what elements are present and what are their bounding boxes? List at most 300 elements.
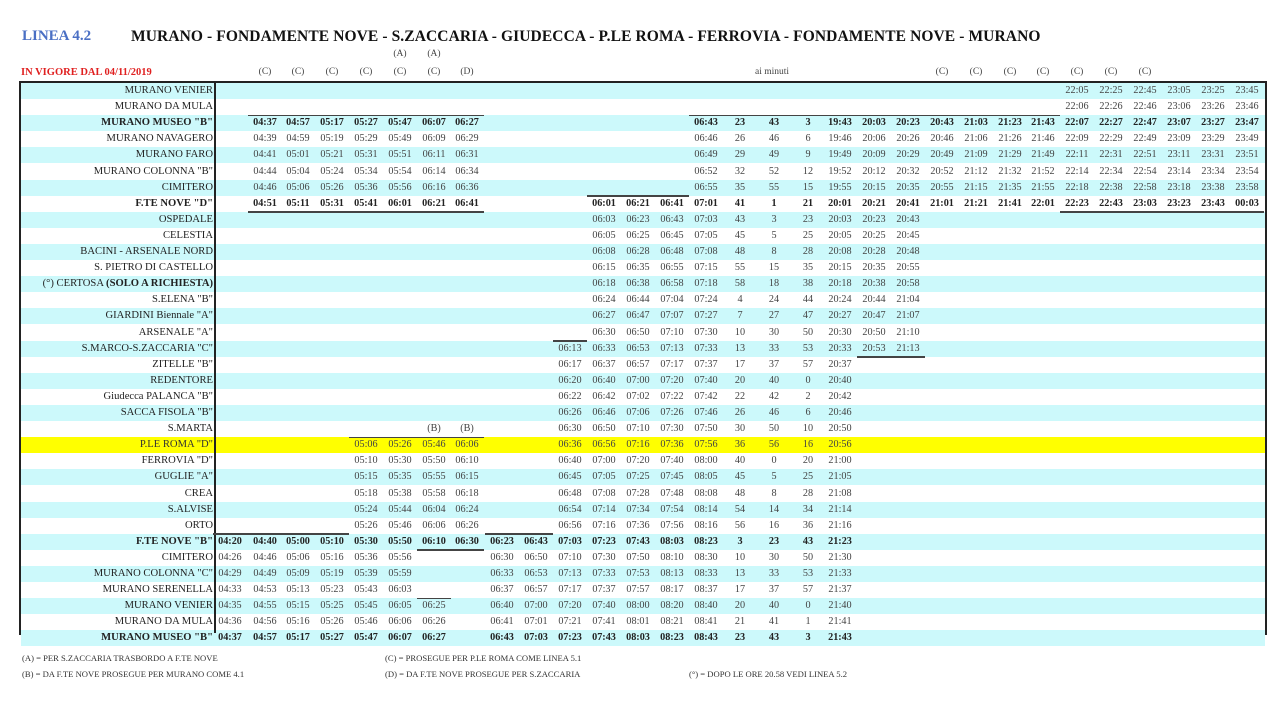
departure-time: 06:10: [422, 535, 446, 547]
departure-time: 3: [771, 213, 777, 225]
departure-time: 23:31: [1201, 149, 1225, 161]
departure-time: 19:49: [828, 149, 852, 161]
departure-time: 06:40: [592, 374, 616, 386]
departure-time: 38: [802, 278, 814, 290]
departure-time: 04:46: [253, 181, 277, 193]
ai-minuti-label: ai minuti: [754, 67, 790, 77]
departure-time: 07:03: [558, 535, 582, 547]
departure-time: 40: [734, 455, 746, 467]
departure-time: 04:40: [253, 535, 277, 547]
departure-time: 20:49: [930, 149, 954, 161]
departure-time: 56: [768, 439, 780, 451]
departure-time: 21:09: [964, 149, 988, 161]
departure-time: 53: [802, 568, 814, 579]
departure-time: 21:21: [964, 197, 988, 209]
departure-time: 06:28: [626, 246, 650, 257]
departure-time: 58: [734, 278, 746, 290]
departure-time: 21:07: [896, 310, 920, 322]
departure-time: 21:49: [1031, 149, 1055, 161]
departure-time: 05:16: [286, 616, 310, 628]
departure-time: 22:01: [1031, 197, 1055, 209]
departure-time: 16: [768, 519, 780, 531]
departure-time: 22:51: [1133, 149, 1157, 161]
timetable-row: [21, 550, 1265, 566]
departure-time: 22:14: [1065, 165, 1089, 177]
departure-time: 07:24: [694, 294, 718, 306]
departure-time: 20:50: [828, 423, 852, 435]
departure-time: 20:23: [862, 213, 886, 225]
departure-time: 21:41: [998, 197, 1022, 209]
departure-time: 05:17: [286, 632, 310, 644]
departure-time: 55: [734, 262, 746, 274]
departure-time: 43: [768, 117, 780, 129]
timetable-row: [21, 469, 1265, 485]
departure-time: 06:36: [558, 439, 582, 451]
departure-time: 05:01: [286, 149, 310, 161]
departure-time: 07:43: [626, 535, 650, 547]
departure-time: 05:50: [422, 455, 446, 467]
departure-time: 3: [805, 632, 811, 644]
timetable-row: [21, 453, 1265, 469]
departure-time: 05:06: [286, 181, 310, 193]
departure-time: 46: [768, 407, 780, 418]
departure-time: 06:21: [626, 197, 650, 209]
departure-time: 54: [734, 503, 746, 515]
departure-time: 05:10: [320, 535, 344, 547]
legend-a: (A) = PER S.ZACCARIA TRASBORDO A F.TE NOVE: [22, 653, 218, 663]
stop-name-text: S.MARTA: [167, 423, 213, 435]
departure-time: 12: [802, 165, 814, 177]
departure-time: 22:38: [1099, 181, 1123, 193]
departure-time: 08:23: [660, 632, 684, 644]
departure-time: 05:30: [354, 535, 378, 547]
departure-time: 06:03: [388, 584, 412, 596]
departure-time: 30: [768, 326, 780, 338]
stop-name-text: F.TE NOVE "B": [135, 535, 213, 547]
departure-time: 06:07: [422, 117, 446, 129]
departure-time: 07:40: [694, 374, 718, 386]
stop-name-text: ZITELLE "B": [152, 358, 213, 370]
departure-time: 06:57: [626, 358, 650, 370]
departure-time: 07:50: [694, 423, 718, 435]
departure-time: 23:11: [1167, 149, 1191, 161]
stop-column-divider: [214, 83, 216, 633]
stop-name-text: MURANO DA MULA: [114, 101, 213, 113]
timetable-row: [21, 357, 1265, 373]
column-note: (C): [325, 67, 339, 77]
departure-time: 06:38: [626, 278, 650, 290]
departure-time: 41: [768, 616, 780, 628]
line-title: LINEA 4.2: [22, 28, 92, 44]
timetable-row: [21, 534, 1265, 550]
departure-time: 07:54: [660, 503, 684, 515]
departure-time: 05:56: [388, 181, 412, 193]
departure-time: 04:46: [253, 551, 277, 563]
trip-separator: [485, 533, 553, 535]
departure-time: 49: [768, 149, 780, 161]
departure-time: 20:26: [896, 133, 920, 145]
departure-time: 05:27: [320, 632, 344, 644]
departure-time: 05:19: [320, 568, 344, 579]
departure-time: 20:29: [896, 149, 920, 161]
departure-time: 04:51: [253, 197, 277, 209]
departure-time: 07:17: [558, 584, 582, 596]
departure-time: 43: [768, 632, 780, 644]
departure-time: 48: [734, 487, 746, 499]
departure-time: 20:32: [896, 165, 920, 177]
stop-name-text: MURANO COLONNA "B": [93, 165, 213, 177]
departure-time: 20:35: [862, 262, 886, 274]
departure-time: 06:41: [660, 197, 684, 209]
departure-time: 06:48: [660, 246, 684, 257]
departure-time: 06:15: [455, 471, 479, 483]
departure-time: 05:26: [320, 616, 344, 628]
stop-name: [21, 308, 213, 324]
departure-time: 22:05: [1065, 85, 1089, 96]
departure-time: 43: [734, 213, 746, 225]
timetable-row: [21, 180, 1265, 196]
stop-name-text: P.LE ROMA "D": [139, 439, 213, 451]
departure-time: 22:31: [1099, 149, 1123, 161]
departure-time: 2: [805, 390, 811, 402]
departure-time: 06:20: [558, 374, 582, 386]
timetable-row: [21, 325, 1265, 341]
departure-time: 07:00: [524, 600, 548, 612]
departure-time: 33: [768, 342, 780, 354]
departure-time: 05:43: [354, 584, 378, 596]
departure-time: 08:00: [626, 600, 650, 612]
departure-time: 22:26: [1099, 101, 1123, 113]
departure-time: 23:54: [1235, 165, 1259, 177]
departure-time: 23:25: [1201, 85, 1225, 96]
departure-time: 13: [734, 342, 746, 354]
departure-time: 07:37: [694, 358, 718, 370]
departure-time: 07:37: [592, 584, 616, 596]
departure-time: 05:10: [354, 455, 378, 467]
stop-name: [21, 180, 213, 196]
column-note: (C): [359, 67, 373, 77]
timetable-row: [21, 228, 1265, 244]
departure-time: 04:53: [253, 584, 277, 596]
departure-time: 04:33: [218, 584, 242, 596]
departure-time: 07:57: [626, 584, 650, 596]
timetable-row: [21, 196, 1265, 212]
stop-name-text: S. PIETRO DI CASTELLO: [94, 262, 213, 274]
stop-name-text: (°) CERTOSA: [42, 278, 107, 290]
departure-time: 23:09: [1167, 133, 1191, 145]
departure-time: 05:26: [354, 519, 378, 531]
departure-time: 06:33: [490, 568, 514, 579]
departure-time: 22:07: [1065, 117, 1089, 129]
stop-name-text: GIARDINI Biennale "A": [105, 310, 213, 322]
timetable-row: [21, 614, 1265, 630]
departure-time: 05:30: [388, 455, 412, 467]
stop-name: [21, 244, 213, 260]
departure-time: 07:16: [626, 439, 650, 451]
departure-time: 07:53: [626, 568, 650, 579]
departure-time: 06:35: [626, 262, 650, 274]
departure-time: 23:18: [1167, 181, 1191, 193]
departure-time: 06:48: [558, 487, 582, 499]
departure-time: 21:06: [964, 133, 988, 145]
departure-time: 20:35: [896, 181, 920, 193]
departure-time: 05:51: [388, 149, 412, 161]
departure-time: 26: [734, 133, 746, 145]
departure-time: 06:49: [694, 149, 718, 161]
departure-time: 06:55: [660, 262, 684, 274]
departure-time: 21:05: [828, 471, 852, 483]
departure-time: 07:13: [660, 342, 684, 354]
stop-name-text: F.TE NOVE "D": [135, 197, 213, 209]
departure-time: 44: [802, 294, 814, 306]
departure-time: 21:23: [828, 535, 852, 547]
trip-separator: [248, 115, 484, 117]
column-note: (C): [1003, 67, 1017, 77]
trip-separator: [857, 356, 925, 358]
departure-time: 06:26: [558, 407, 582, 418]
departure-time: 7: [737, 310, 743, 322]
departure-time: 19:43: [828, 117, 852, 129]
stop-name: [21, 147, 213, 163]
departure-time: 20:03: [828, 213, 852, 225]
departure-time: 06:13: [558, 342, 582, 354]
departure-time: 22:27: [1099, 117, 1123, 129]
departure-time: 06:06: [422, 519, 446, 531]
departure-time: 05:06: [354, 439, 378, 451]
stop-name-text: Giudecca PALANCA "B": [103, 390, 213, 402]
departure-time: 20:12: [862, 165, 886, 177]
trip-separator: [417, 598, 451, 600]
departure-time: 07:27: [694, 310, 718, 322]
departure-time: 07:56: [694, 439, 718, 451]
departure-time: 21:00: [828, 455, 852, 467]
departure-time: 06:27: [422, 632, 446, 644]
departure-time: 07:25: [626, 471, 650, 483]
departure-time: 21: [734, 616, 746, 628]
departure-time: 06:25: [422, 600, 446, 612]
departure-time: 30: [768, 551, 780, 563]
departure-time: 23: [768, 535, 780, 547]
departure-time: 1: [771, 197, 777, 209]
departure-time: 34: [802, 503, 814, 515]
departure-time: 07:48: [660, 487, 684, 499]
timetable-row: [21, 421, 1265, 437]
route-title: MURANO - FONDAMENTE NOVE - S.ZACCARIA - GIUDECCA - P.LE ROMA - FERROVIA - FONDAMENTE NOVE - MURANO: [131, 28, 1041, 45]
departure-time: 07:08: [694, 246, 718, 257]
departure-time: 23:29: [1201, 133, 1225, 145]
departure-time: 20:41: [896, 197, 920, 209]
departure-time: 21:13: [896, 342, 920, 354]
departure-time: 45: [734, 229, 746, 241]
departure-time: 29: [734, 149, 746, 161]
stop-name-text: ORTO: [184, 519, 213, 531]
stop-name: [21, 276, 213, 292]
departure-time: 07:36: [660, 439, 684, 451]
departure-time: 07:03: [524, 632, 548, 644]
departure-time: 08:41: [694, 616, 718, 628]
departure-time: 04:44: [253, 165, 277, 177]
departure-time: 23:45: [1235, 85, 1259, 96]
departure-time: 6: [805, 407, 811, 418]
departure-time: 20: [802, 455, 814, 467]
departure-time: 0: [771, 455, 777, 467]
departure-time: 3: [737, 535, 743, 547]
departure-time: 06:18: [592, 278, 616, 290]
departure-time: 06:06: [455, 439, 479, 451]
departure-time: 06:33: [592, 342, 616, 354]
timetable-row: [21, 164, 1265, 180]
departure-time: 04:39: [253, 133, 277, 145]
departure-time: 5: [771, 471, 777, 483]
stop-name-text: S.ALVISE: [167, 503, 213, 515]
departure-time: 25: [802, 471, 814, 483]
departure-time: 43: [802, 535, 814, 547]
departure-time: 20:44: [862, 294, 886, 306]
departure-time: 07:01: [694, 197, 718, 209]
departure-time: 1: [805, 616, 811, 628]
stop-name: [21, 502, 213, 518]
timetable-row: [21, 486, 1265, 502]
departure-time: 05:47: [388, 117, 412, 129]
departure-time: 20:28: [862, 246, 886, 257]
departure-time: 06:10: [455, 455, 479, 467]
departure-time: 53: [802, 342, 814, 354]
departure-time: 07:33: [694, 342, 718, 354]
stop-name: [21, 196, 213, 212]
stop-name-text: MURANO VENIER: [124, 85, 213, 96]
stop-name: [21, 550, 213, 566]
departure-time: 05:24: [354, 503, 378, 515]
departure-time: 06:01: [592, 197, 616, 209]
trip-separator: [553, 340, 587, 342]
stop-name-text: MURANO VENIER: [124, 600, 213, 612]
departure-time: 8: [771, 487, 777, 499]
departure-time: 21:46: [1031, 133, 1055, 145]
stop-name: [21, 83, 213, 99]
departure-time: 45: [734, 471, 746, 483]
departure-time: 48: [734, 246, 746, 257]
departure-time: 22: [734, 390, 746, 402]
departure-time: 06:24: [455, 503, 479, 515]
departure-time: 06:07: [388, 632, 412, 644]
departure-time: 08:33: [694, 568, 718, 579]
departure-time: 06:23: [490, 535, 514, 547]
stop-name-text: MURANO NAVAGERO: [106, 133, 213, 145]
timetable-row: [21, 115, 1265, 131]
departure-time: 20:46: [930, 133, 954, 145]
departure-time: 04:41: [253, 149, 277, 161]
departure-time: 07:00: [626, 374, 650, 386]
departure-time: 07:42: [694, 390, 718, 402]
stop-name-text: CIMITERO: [161, 181, 213, 193]
validity-date: IN VIGORE DAL 04/11/2019: [21, 67, 152, 78]
departure-time: 21:32: [998, 165, 1022, 177]
departure-time: 06:30: [455, 535, 479, 547]
departure-time: 06:50: [592, 423, 616, 435]
departure-time: 07:05: [592, 471, 616, 483]
departure-time: 07:18: [694, 278, 718, 290]
departure-time: 06:58: [660, 278, 684, 290]
departure-time: 05:19: [320, 133, 344, 145]
departure-time: 04:59: [286, 133, 310, 145]
column-note: (D): [460, 67, 474, 77]
stop-name-text: MURANO MUSEO "B": [101, 117, 213, 129]
departure-time: 5: [771, 229, 777, 241]
column-note: (C): [1104, 67, 1118, 77]
departure-time: 07:30: [660, 423, 684, 435]
departure-time: 08:05: [694, 471, 718, 483]
departure-time: 20:33: [828, 342, 852, 354]
departure-time: 06:09: [422, 133, 446, 145]
departure-time: 06:11: [422, 149, 446, 161]
departure-time: 20:48: [896, 246, 920, 257]
departure-time: 15: [802, 181, 814, 193]
departure-time: 35: [734, 181, 746, 193]
departure-time: 04:29: [218, 568, 242, 579]
departure-time: 05:27: [354, 117, 378, 129]
departure-time: 06:43: [524, 535, 548, 547]
departure-time: 06:43: [660, 213, 684, 225]
departure-time: 08:14: [694, 503, 718, 515]
departure-time: 21:16: [828, 519, 852, 531]
departure-time: 07:01: [524, 616, 548, 628]
departure-time: 6: [805, 133, 811, 145]
timetable-row: [21, 308, 1265, 324]
departure-time: 07:20: [626, 455, 650, 467]
trip-separator: [1060, 211, 1264, 213]
departure-time: 06:30: [558, 423, 582, 435]
departure-time: 05:16: [320, 551, 344, 563]
cell-note: (B): [427, 423, 441, 435]
departure-time: 06:40: [558, 455, 582, 467]
departure-time: 05:46: [422, 439, 446, 451]
departure-time: 07:06: [626, 407, 650, 418]
timetable-row: [21, 99, 1265, 115]
timetable-row: [21, 244, 1265, 260]
departure-time: 07:56: [660, 519, 684, 531]
stop-name-text: FERROVIA "D": [141, 455, 213, 467]
departure-time: 20:23: [896, 117, 920, 129]
departure-time: 07:41: [592, 616, 616, 628]
column-note: (C): [969, 67, 983, 77]
departure-time: 20:15: [862, 181, 886, 193]
departure-time: 20:50: [862, 326, 886, 338]
departure-time: 21:04: [896, 294, 920, 306]
stop-name: [21, 325, 213, 341]
departure-time: 20:55: [930, 181, 954, 193]
departure-time: 06:27: [592, 310, 616, 322]
stop-name: [21, 453, 213, 469]
timetable-row: [21, 437, 1265, 453]
departure-time: 20:40: [828, 374, 852, 386]
stop-name: [21, 534, 213, 550]
departure-time: 05:56: [388, 551, 412, 563]
departure-time: 06:37: [592, 358, 616, 370]
column-note: (C): [1138, 67, 1152, 77]
departure-time: 37: [768, 584, 780, 596]
departure-time: 14: [768, 503, 780, 515]
departure-time: 08:03: [660, 535, 684, 547]
stop-name: [21, 131, 213, 147]
departure-time: 21:33: [828, 568, 852, 579]
timetable-row: [21, 212, 1265, 228]
departure-time: 05:26: [320, 181, 344, 193]
departure-time: 08:10: [660, 551, 684, 563]
departure-time: 21:35: [998, 181, 1022, 193]
departure-time: 22:11: [1065, 149, 1089, 161]
departure-time: 07:23: [558, 632, 582, 644]
timetable-row: [21, 405, 1265, 421]
